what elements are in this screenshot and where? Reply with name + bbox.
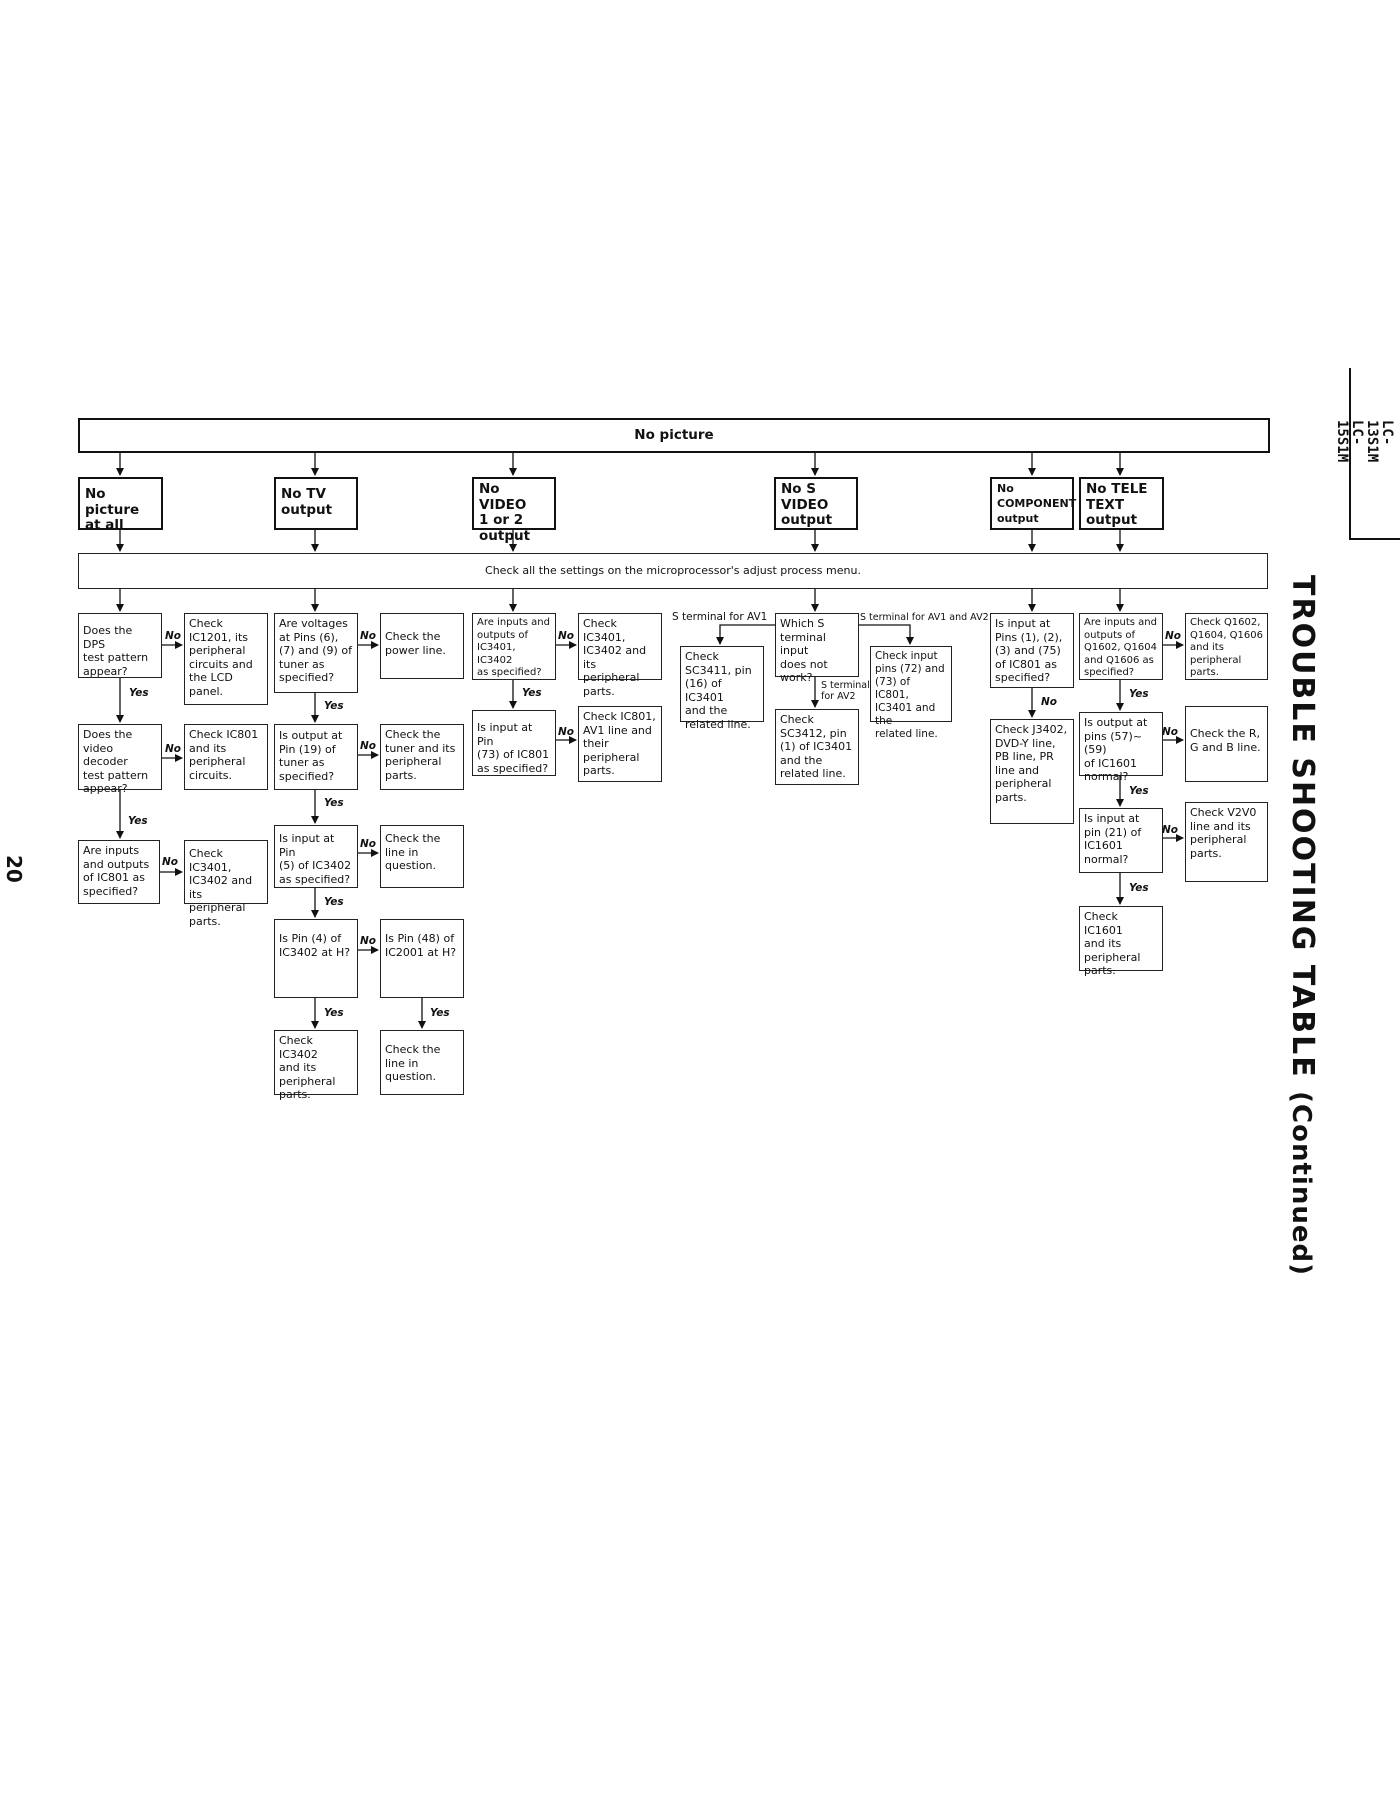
yes-label: Yes — [324, 896, 344, 908]
yes-label: Yes — [324, 797, 344, 809]
yes-label: Yes — [1129, 785, 1149, 797]
branch-f-ic1601-pin21-question: Is input at pin (21) of IC1601 normal? — [1079, 808, 1163, 873]
branch-c-ic3401-ic3402-io-question: Are inputs and outputs of IC3401, IC3402 as specified? — [472, 613, 556, 680]
no-label: No — [360, 740, 377, 752]
no-label: No — [165, 630, 182, 642]
branch-a-ic801-io-question: Are inputs and outputs of IC801 as specified? — [78, 840, 160, 904]
page-title-main: TROUBLE SHOOTING TABLE — [1285, 575, 1320, 1079]
yes-label: Yes — [1129, 882, 1149, 894]
s-terminal-av1-label: S terminal for AV1 — [672, 611, 768, 623]
page-number: 20 — [2, 855, 26, 883]
branch-b-check-line-final: Check the line in question. — [380, 1030, 464, 1095]
branch-a-check-ic1201: Check IC1201, its peripheral circuits and the LCD panel. — [184, 613, 268, 705]
page-title-suffix: (Continued) — [1286, 1091, 1316, 1276]
yes-label: Yes — [128, 815, 148, 827]
branch-b-tuner-voltage-question: Are voltages at Pins (6), (7) and (9) of tuner as specified? — [274, 613, 358, 693]
model-number: LC-13S1M — [1364, 420, 1395, 463]
branch-b-check-line-in-question: Check the line in question. — [380, 825, 464, 888]
root-no-picture: No picture — [78, 418, 1270, 453]
branch-e-check-j3402-lines: Check J3402, DVD-Y line, PB line, PR line and peripheral parts. — [990, 719, 1074, 824]
no-label: No — [558, 726, 575, 738]
branch-f-check-rgb-line: Check the R, G and B line. — [1185, 706, 1268, 782]
branch-a-check-ic801: Check IC801 and its peripheral circuits. — [184, 724, 268, 790]
yes-label: Yes — [1129, 688, 1149, 700]
yes-label: Yes — [522, 687, 542, 699]
no-label: No — [1162, 726, 1179, 738]
s-terminal-av2-label: S terminal for AV2 — [821, 680, 870, 702]
symptom-no-component-output: No COMPONENT output — [990, 477, 1074, 530]
branch-f-check-ic1601: Check IC1601 and its peripheral parts. — [1079, 906, 1163, 971]
branch-b-ic3402-pin5-question: Is input at Pin (5) of IC3402 as specified? — [274, 825, 358, 888]
branch-a-dps-pattern-question: Does the DPS test pattern appear? — [78, 613, 162, 678]
yes-label: Yes — [324, 700, 344, 712]
branch-b-check-power-line: Check the power line. — [380, 613, 464, 679]
branch-c-ic801-pin73-question: Is input at Pin (73) of IC801 as specified? — [472, 710, 556, 776]
branch-b-tuner-output-question: Is output at Pin (19) of tuner as specified? — [274, 724, 358, 790]
branch-e-ic801-pins-question: Is input at Pins (1), (2), (3) and (75) of IC801 as specified? — [990, 613, 1074, 688]
no-label: No — [1162, 824, 1179, 836]
branch-b-ic3402-pin4-question: Is Pin (4) of IC3402 at H? — [274, 919, 358, 998]
symptom-no-picture-at-all: No picture at all — [78, 477, 163, 530]
branch-d-check-sc3412: Check SC3412, pin (1) of IC3401 and the related line. — [775, 709, 859, 785]
branch-b-check-ic3402: Check IC3402 and its peripheral parts. — [274, 1030, 358, 1095]
s-terminal-av1-av2-label: S terminal for AV1 and AV2 — [860, 612, 989, 623]
no-label: No — [360, 935, 377, 947]
branch-a-check-ic3401-ic3402: Check IC3401, IC3402 and its peripheral parts. — [184, 840, 268, 904]
yes-label: Yes — [430, 1007, 450, 1019]
branch-f-q1602-io-question: Are inputs and outputs of Q1602, Q1604 and Q1606 as specified? — [1079, 613, 1163, 680]
branch-d-check-sc3411: Check SC3411, pin (16) of IC3401 and the related line. — [680, 646, 764, 722]
no-label: No — [360, 630, 377, 642]
branch-c-check-ic3401-ic3402: Check IC3401, IC3402 and its peripheral parts. — [578, 613, 662, 680]
branch-c-check-ic801-av1: Check IC801, AV1 line and their peripheral parts. — [578, 706, 662, 782]
model-number: LC-15S1M — [1334, 420, 1365, 463]
model-numbers — [1334, 420, 1394, 462]
settings-check-bar: Check all the settings on the microprocessor's adjust process menu. — [78, 553, 1268, 589]
no-label: No — [1041, 696, 1058, 708]
branch-b-check-tuner-parts: Check the tuner and its peripheral parts. — [380, 724, 464, 790]
yes-label: Yes — [324, 1007, 344, 1019]
branch-d-check-input-pins: Check input pins (72) and (73) of IC801, IC3401 and the related line. — [870, 646, 952, 722]
branch-f-ic1601-output-question: Is output at pins (57)~(59) of IC1601 normal? — [1079, 712, 1163, 776]
no-label: No — [1165, 630, 1182, 642]
symptom-no-s-video-output: No S VIDEO output — [774, 477, 858, 530]
yes-label: Yes — [129, 687, 149, 699]
no-label: No — [558, 630, 575, 642]
symptom-no-tv-output: No TV output — [274, 477, 358, 530]
no-label: No — [165, 743, 182, 755]
branch-d-which-s-terminal-question: Which S terminal input does not work? — [775, 613, 859, 677]
no-label: No — [360, 838, 377, 850]
branch-f-check-v2v0-line: Check V2V0 line and its peripheral parts. — [1185, 802, 1268, 882]
symptom-no-teletext-output: No TELE TEXT output — [1079, 477, 1164, 530]
symptom-no-video-output: No VIDEO 1 or 2 output — [472, 477, 556, 530]
branch-b-ic2001-pin48-question: Is Pin (48) of IC2001 at H? — [380, 919, 464, 998]
branch-f-check-q1602-q1604-q1606: Check Q1602, Q1604, Q1606 and its peripheral parts. — [1185, 613, 1268, 680]
branch-a-decoder-pattern-question: Does the video decoder test pattern appear? — [78, 724, 162, 790]
page-title — [1285, 575, 1320, 1276]
no-label: No — [162, 856, 179, 868]
